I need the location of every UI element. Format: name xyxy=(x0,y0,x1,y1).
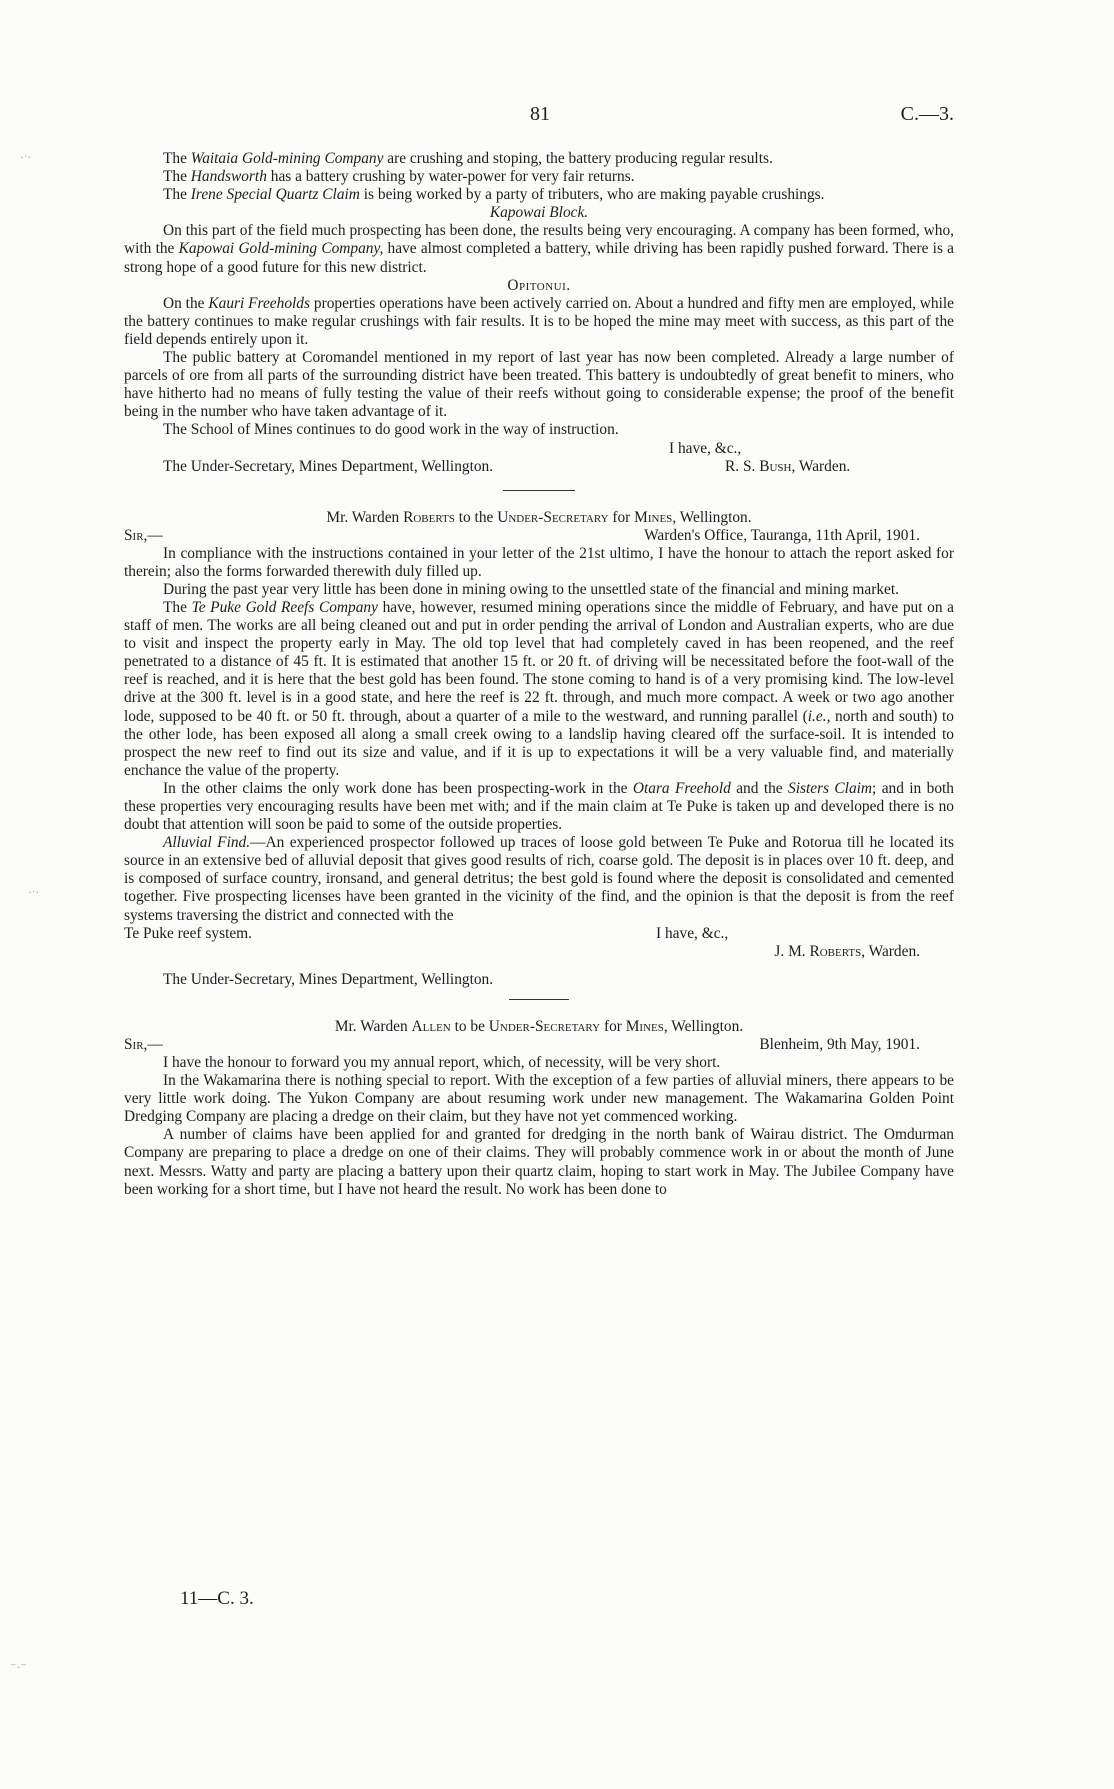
paragraph: During the past year very little has been done in mining owing to the unsettled state of the financial and mining market. xyxy=(163,580,899,598)
signature: J. M. Roberts, Warden. xyxy=(774,942,920,960)
addressee: The Under-Secretary, Mines Department, Wellington. xyxy=(163,457,494,475)
place-date: Blenheim, 9th May, 1901. xyxy=(759,1035,920,1053)
addressee: The Under-Secretary, Mines Department, Wellington. xyxy=(163,970,494,988)
page-header xyxy=(0,103,1114,127)
closing-line: Te Puke reef system. I have, &c., xyxy=(124,924,729,942)
paragraph-wairau: A number of claims have been applied for and granted for dredging in the north bank of Wairau district. The Omdurman Company are preparing to place a dredge on one of their claims. They will probably commence work in or about the month of June next. Messrs. Watty and party are placing a battery upon their quartz claim, hoping to start work in May. The Jubilee Company have been working for a short time, but I have not heard the result. No work has been done to xyxy=(124,1126,954,1198)
paragraph-public-battery: The public battery at Coromandel mentioned in my report of last year has now been completed. Already a large number of parcels of ore from all parts of the surrounding district have been treated. This battery is undoubtedly of great benefit to miners, who have hitherto had no means of fully testing the value of their reefs without going to considerable expense; the proof of the benefit being in the number who have taken advantage of it. xyxy=(124,349,954,421)
signature-line xyxy=(124,458,954,476)
signature: R. S. Bush, Warden. xyxy=(725,457,851,475)
paragraph-school-of-mines: The School of Mines continues to do good work in the way of instruction. xyxy=(163,421,619,439)
scan-speck: ⁻·⁻ xyxy=(10,1660,27,1674)
paragraph-alluvial-find: Alluvial Find.—An experienced prospector followed up traces of loose gold between Te Puke and Rotorua till he located its source in an extensive bed of alluvial deposit that gives good results of rich, coarse gold. The deposit is in places over 10 ft. deep, and is composed of surface country, ironsand, and general detritus; the best gold is found where the deposit is consolidated and cemented together. Five prospecting licenses have been granted in the vicinity of the find, and the opinion is that the deposit is from the reef systems traversing the district and connected with the xyxy=(124,834,954,924)
salutation-line xyxy=(124,1036,954,1054)
salutation-line xyxy=(124,527,954,545)
paragraph: I have the honour to forward you my annual report, which, of necessity, will be very short. xyxy=(163,1053,721,1071)
salutation: Sir,— xyxy=(124,1035,163,1053)
body-text xyxy=(124,150,954,1199)
paragraph-irene: The Irene Special Quartz Claim is being worked by a party of tributers, who are making payable crushings. xyxy=(163,186,825,204)
paragraph-waitaia: The Waitaia Gold-mining Company are crushing and stoping, the battery producing regular results. xyxy=(163,150,773,167)
section-divider xyxy=(509,999,569,1000)
heading-opitonui: Opitonui. xyxy=(507,276,571,294)
document-reference: C.—3. xyxy=(900,103,954,125)
paragraph-te-puke: The Te Puke Gold Reefs Company have, however, resumed mining operations since the middle of February, and have put on a staff of men. The works are all being cleaned out and put in order pending the arrival of London and Australian experts, who are due to visit and inspect the property early in May. The old top level that had completely caved in has been reopened, and the reef penetrated to a distance of 45 ft. It is estimated that another 15 ft. or 20 ft. of driving will be necessitated before the foot-wall of the reef is reached, and it is here that the best gold has been found. The stone coming to hand is of a very promising kind. The low-level drive at the 300 ft. level is in a good state, and here the reef is 22 ft. through, and much more compact. A week or two ago another lode, supposed to be 40 ft. or 50 ft. through, about a quarter of a mile to the westward, and running parallel (i.e., north and south) to the other lode, has been exposed all along a small creek owing to a landslip having cleared off the surface-soil. It is intended to prospect the new reef to find out its size and value, and if it is up to expectations it will be a very valuable find, and materially enchance the value of the property. xyxy=(124,598,954,779)
page-number: 81 xyxy=(530,103,550,125)
salutation: Sir,— xyxy=(124,526,163,544)
letter-heading-allen: Mr. Warden Allen to be Under-Secretary for Mines, Wellington. xyxy=(334,1017,744,1035)
paragraph-wakamarina: In the Wakamarina there is nothing special to report. With the exception of a few parties of alluvial miners, there appears to be very little work doing. The Yukon Company are about resuming work under new management. The Wakamarina Golden Point Dredging Company are placing a dredge on their claim, but they have not yet commenced working. xyxy=(124,1072,954,1126)
section-divider xyxy=(503,490,575,491)
letter-heading-roberts: Mr. Warden Roberts to the Under-Secretary for Mines, Wellington. xyxy=(326,508,752,526)
heading-kapowai-block: Kapowai Block. xyxy=(489,204,589,222)
paragraph-kauri: On the Kauri Freeholds properties operations have been actively carried on. About a hundred and fifty men are employed, while the battery continues to make regular crushings with fair results. It is to be hoped the mine may meet with success, as this part of the field depends entirely upon it. xyxy=(124,294,954,348)
scan-speck: ·ˑ· xyxy=(20,150,32,164)
paragraph-kapowai: On this part of the field much prospecting has been done, the results being very encouraging. A company has been formed, who, with the Kapowai Gold-mining Company, have almost completed a battery, while driving has been rapidly pushed forward. There is a strong hope of a good future for this new district. xyxy=(124,222,954,276)
paragraph-other-claims: In the other claims the only work done has been prospecting-work in the Otara Freehold and the Sisters Claim; and in both these properties very encouraging results have been met with; and if the main claim at Te Puke is taken up and developed there is no doubt that attention will soon be paid to some of the outside properties. xyxy=(124,779,954,834)
paragraph: In compliance with the instructions contained in your letter of the 21st ultimo, I have the honour to attach the report asked for therein; also the forms forwarded therewith duly filled up. xyxy=(124,544,954,580)
closing-i-have: I have, &c., xyxy=(656,924,729,942)
place-date: Warden's Office, Tauranga, 11th April, 1901. xyxy=(644,526,920,544)
scan-speck: ·ˑ· xyxy=(28,885,40,899)
paragraph-handsworth: The Handsworth has a battery crushing by water-power for very fair returns. xyxy=(163,168,635,186)
signature-mark: 11—C. 3. xyxy=(180,1588,254,1609)
closing-i-have: I have, &c., xyxy=(669,439,742,457)
